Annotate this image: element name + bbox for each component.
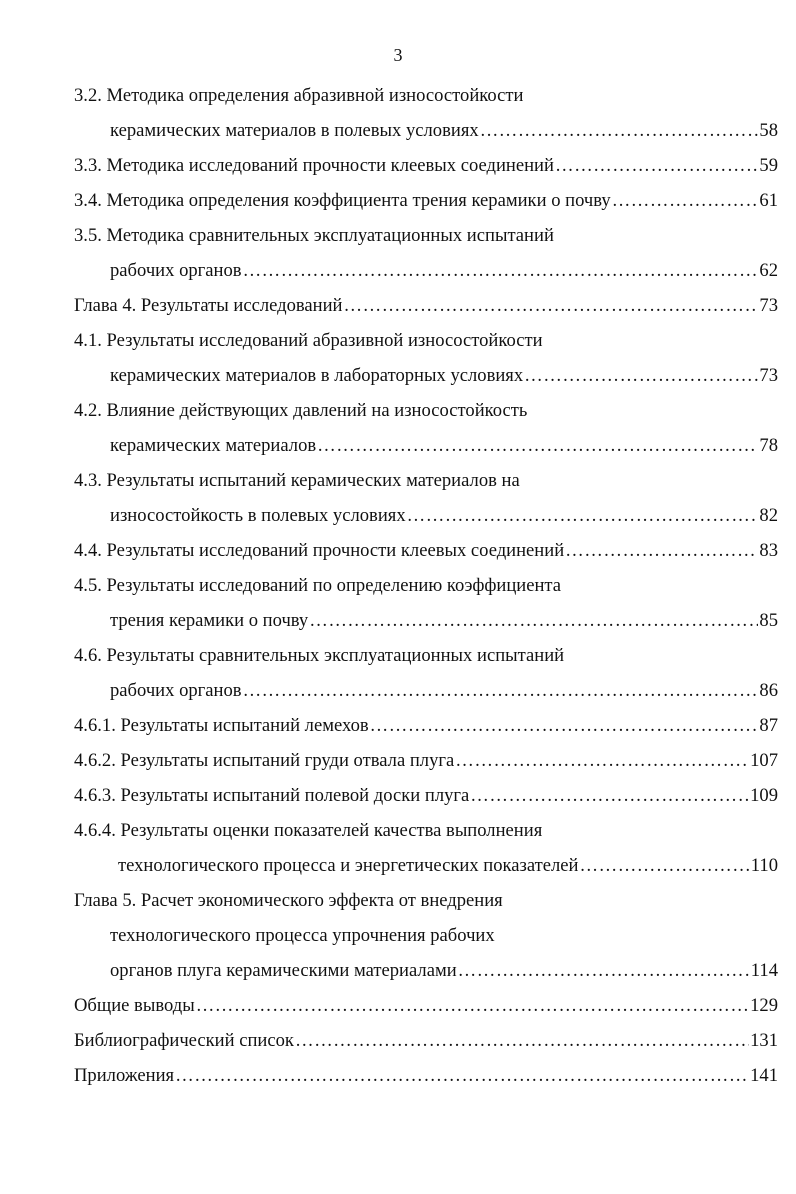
toc-entry-text: Общие выводы — [74, 995, 195, 1016]
toc-entry-3-3 — [74, 142, 778, 177]
toc-entry-text: 4.3. Результаты испытаний керамических материалов на — [74, 470, 520, 491]
toc-page-number: 141 — [750, 1065, 778, 1086]
toc-entry-4-6-3 — [74, 772, 778, 807]
leader-dots — [317, 435, 758, 457]
toc-entry-text: Библиографический список — [74, 1030, 294, 1051]
toc-page-number: 58 — [759, 120, 778, 141]
toc-entry-3-2-title — [74, 72, 778, 107]
leader-dots — [612, 190, 759, 212]
toc-page-number: 73 — [759, 295, 778, 316]
toc-page-number: 87 — [759, 715, 778, 736]
toc-page-number: 61 — [759, 190, 778, 211]
toc-page-number: 82 — [759, 505, 778, 526]
toc-entry-text: рабочих органов — [110, 680, 242, 701]
toc-page-number: 83 — [759, 540, 778, 561]
leader-dots — [524, 365, 758, 387]
toc-entry-text: рабочих органов — [110, 260, 242, 281]
leader-dots — [407, 505, 759, 527]
leader-dots — [580, 855, 750, 877]
toc-entry-4-6-2 — [74, 737, 778, 772]
toc-entry-text: трения керамики о почву — [110, 610, 309, 631]
toc-page-number: 85 — [759, 610, 778, 631]
toc-entry-4-3 — [74, 492, 778, 527]
toc-page-number: 62 — [759, 260, 778, 281]
toc-entry-bibliography — [74, 1017, 778, 1052]
toc-page-number: 59 — [759, 155, 778, 176]
toc-page-number: 109 — [750, 785, 778, 806]
toc-entry-3-5 — [74, 247, 778, 282]
toc-page-number: 114 — [750, 960, 778, 981]
leader-dots — [480, 120, 759, 142]
toc-entry-text: Глава 4. Результаты исследований — [74, 295, 343, 316]
toc-page-number: 131 — [750, 1030, 778, 1051]
toc-entry-text: технологического процесса упрочнения рабочих — [110, 925, 495, 946]
toc-entry-text: 4.2. Влияние действующих давлений на износостойкость — [74, 400, 528, 421]
leader-dots — [243, 260, 759, 282]
leader-dots — [458, 960, 750, 982]
toc-entry-text: 4.6.2. Результаты испытаний груди отвала плуга — [74, 750, 455, 771]
leader-dots — [344, 295, 759, 317]
toc-entry-4-2-title — [74, 387, 778, 422]
toc-entry-text: технологического процесса и энергетических показателей — [118, 855, 579, 876]
toc-entry-conclusions — [74, 982, 778, 1017]
toc-entry-text: 3.3. Методика исследований прочности клеевых соединений — [74, 155, 554, 176]
toc-page-number: 86 — [759, 680, 778, 701]
toc-entry-appendices — [74, 1052, 778, 1087]
toc-entry-chapter-4 — [74, 282, 778, 317]
toc-page-number: 107 — [750, 750, 778, 771]
toc-entry-text: износостойкость в полевых условиях — [110, 505, 406, 526]
toc-entry-4-3-title — [74, 457, 778, 492]
leader-dots — [196, 995, 749, 1017]
toc-entry-chapter-5-title-cont — [74, 912, 778, 947]
toc-entry-4-1-title — [74, 317, 778, 352]
toc-page-number: 110 — [750, 855, 778, 876]
toc-entry-text: 4.5. Результаты исследований по определению коэффициента — [74, 575, 562, 596]
toc-entry-4-6 — [74, 667, 778, 702]
toc-entry-text: 4.6.1. Результаты испытаний лемехов — [74, 715, 369, 736]
toc-entry-4-6-4-title — [74, 807, 778, 842]
toc-entry-text: Глава 5. Расчет экономического эффекта от внедрения — [74, 890, 503, 911]
leader-dots — [175, 1065, 749, 1087]
toc-entry-4-5-title — [74, 562, 778, 597]
toc-entry-4-5 — [74, 597, 778, 632]
leader-dots — [455, 750, 749, 772]
leader-dots — [565, 540, 758, 562]
leader-dots — [295, 1030, 749, 1052]
toc-entry-text: 4.1. Результаты исследований абразивной износостойкости — [74, 330, 543, 351]
leader-dots — [309, 610, 758, 632]
leader-dots — [243, 680, 759, 702]
toc-entry-text: керамических материалов в полевых условиях — [110, 120, 479, 141]
toc-entry-chapter-5 — [74, 947, 778, 982]
toc-entry-chapter-5-title — [74, 877, 778, 912]
toc-entry-4-6-1 — [74, 702, 778, 737]
toc-page-number: 73 — [759, 365, 778, 386]
table-of-contents — [74, 72, 778, 1087]
leader-dots — [470, 785, 749, 807]
toc-entry-text: 4.6.4. Результаты оценки показателей качества выполнения — [74, 820, 543, 841]
toc-entry-4-2 — [74, 422, 778, 457]
toc-page-number: 129 — [750, 995, 778, 1016]
page-number: 3 — [393, 45, 403, 65]
toc-entry-text: 4.6. Результаты сравнительных эксплуатационных испытаний — [74, 645, 565, 666]
toc-entry-3-5-title — [74, 212, 778, 247]
toc-entry-text: 4.4. Результаты исследований прочности клеевых соединений — [74, 540, 565, 561]
toc-entry-3-4 — [74, 177, 778, 212]
toc-page-number: 78 — [759, 435, 778, 456]
toc-entry-text: органов плуга керамическими материалами — [110, 960, 457, 981]
toc-entry-3-2 — [74, 107, 778, 142]
toc-entry-4-6-title — [74, 632, 778, 667]
toc-entry-text: 3.4. Методика определения коэффициента трения керамики о почву — [74, 190, 611, 211]
leader-dots — [555, 155, 758, 177]
toc-entry-4-4 — [74, 527, 778, 562]
leader-dots — [370, 715, 759, 737]
toc-entry-text: 4.6.3. Результаты испытаний полевой доски плуга — [74, 785, 470, 806]
toc-entry-text: 3.5. Методика сравнительных эксплуатационных испытаний — [74, 225, 554, 246]
toc-entry-4-6-4 — [74, 842, 778, 877]
toc-entry-text: керамических материалов в лабораторных условиях — [110, 365, 524, 386]
toc-entry-text: керамических материалов — [110, 435, 317, 456]
toc-entry-4-1 — [74, 352, 778, 387]
toc-entry-text: Приложения — [74, 1065, 175, 1086]
toc-entry-text: 3.2. Методика определения абразивной износостойкости — [74, 85, 524, 106]
